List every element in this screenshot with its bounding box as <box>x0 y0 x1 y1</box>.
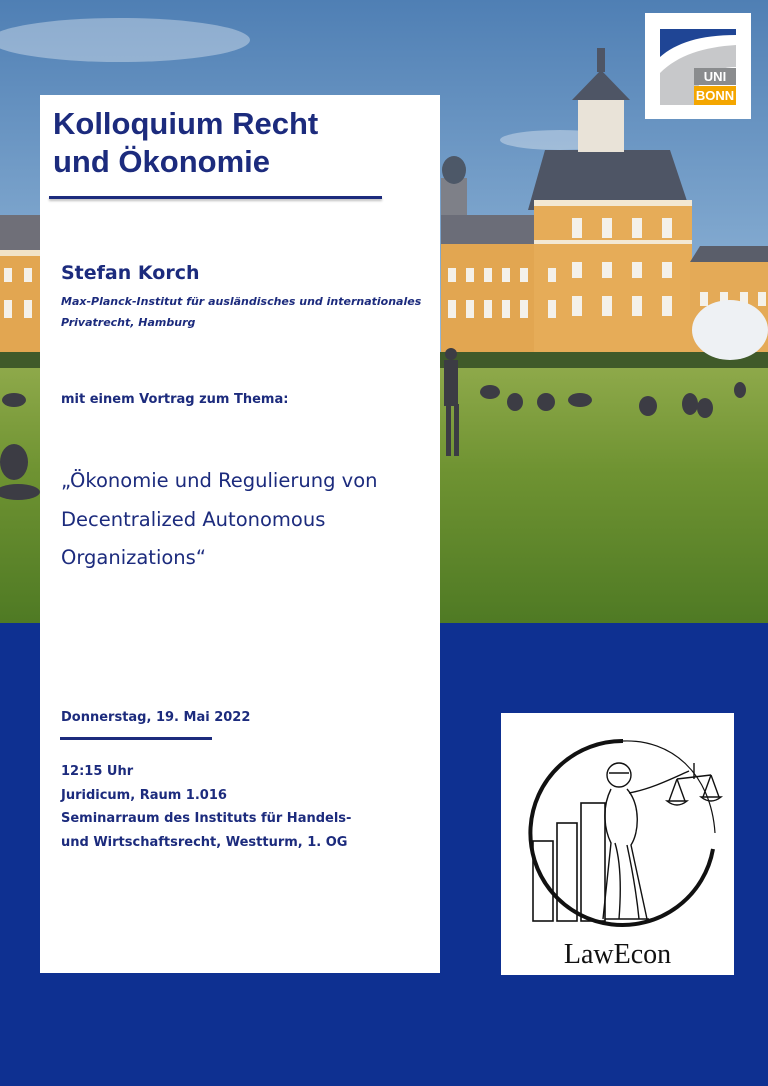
institution-line-1: Max-Planck-Institut für ausländisches und internationales <box>61 295 422 308</box>
talk-title-line-3: Organizations“ <box>61 546 206 569</box>
bonn-label: BONN <box>695 88 735 103</box>
lawecon-logo <box>501 713 734 975</box>
title-line-2: und Ökonomie <box>53 144 270 179</box>
talk-intro: mit einem Vortrag zum Thema: <box>61 392 289 407</box>
talk-title-line-2: Decentralized Autonomous <box>61 507 326 531</box>
event-room-line-1: Seminarraum des Instituts für Handels- <box>61 811 352 826</box>
speaker-name: Stefan Korch <box>61 262 200 284</box>
talk-title <box>61 462 433 578</box>
talk-title-line-1: „Ökonomie und Regulierung von <box>61 469 378 492</box>
title-underline <box>49 196 382 199</box>
event-venue: Juridicum, Raum 1.016 <box>61 787 227 803</box>
justitia-emblem-icon <box>501 713 734 975</box>
institution-line-2: Privatrecht, Hamburg <box>61 316 196 329</box>
page-title <box>53 105 433 181</box>
lawecon-wordmark: LawEcon <box>563 939 672 970</box>
uni-bonn-logo <box>645 13 751 119</box>
uni-label: UNI <box>694 68 736 85</box>
speaker-institution <box>61 291 439 333</box>
date-underline <box>60 737 212 740</box>
event-room-line-2: und Wirtschaftsrecht, Westturm, 1. OG <box>61 834 348 850</box>
content-panel <box>40 95 440 973</box>
event-details <box>61 760 433 854</box>
event-time: 12:15 Uhr <box>61 764 134 779</box>
title-line-1: Kolloquium Recht <box>53 106 319 141</box>
event-date: Donnerstag, 19. Mai 2022 <box>61 710 251 725</box>
